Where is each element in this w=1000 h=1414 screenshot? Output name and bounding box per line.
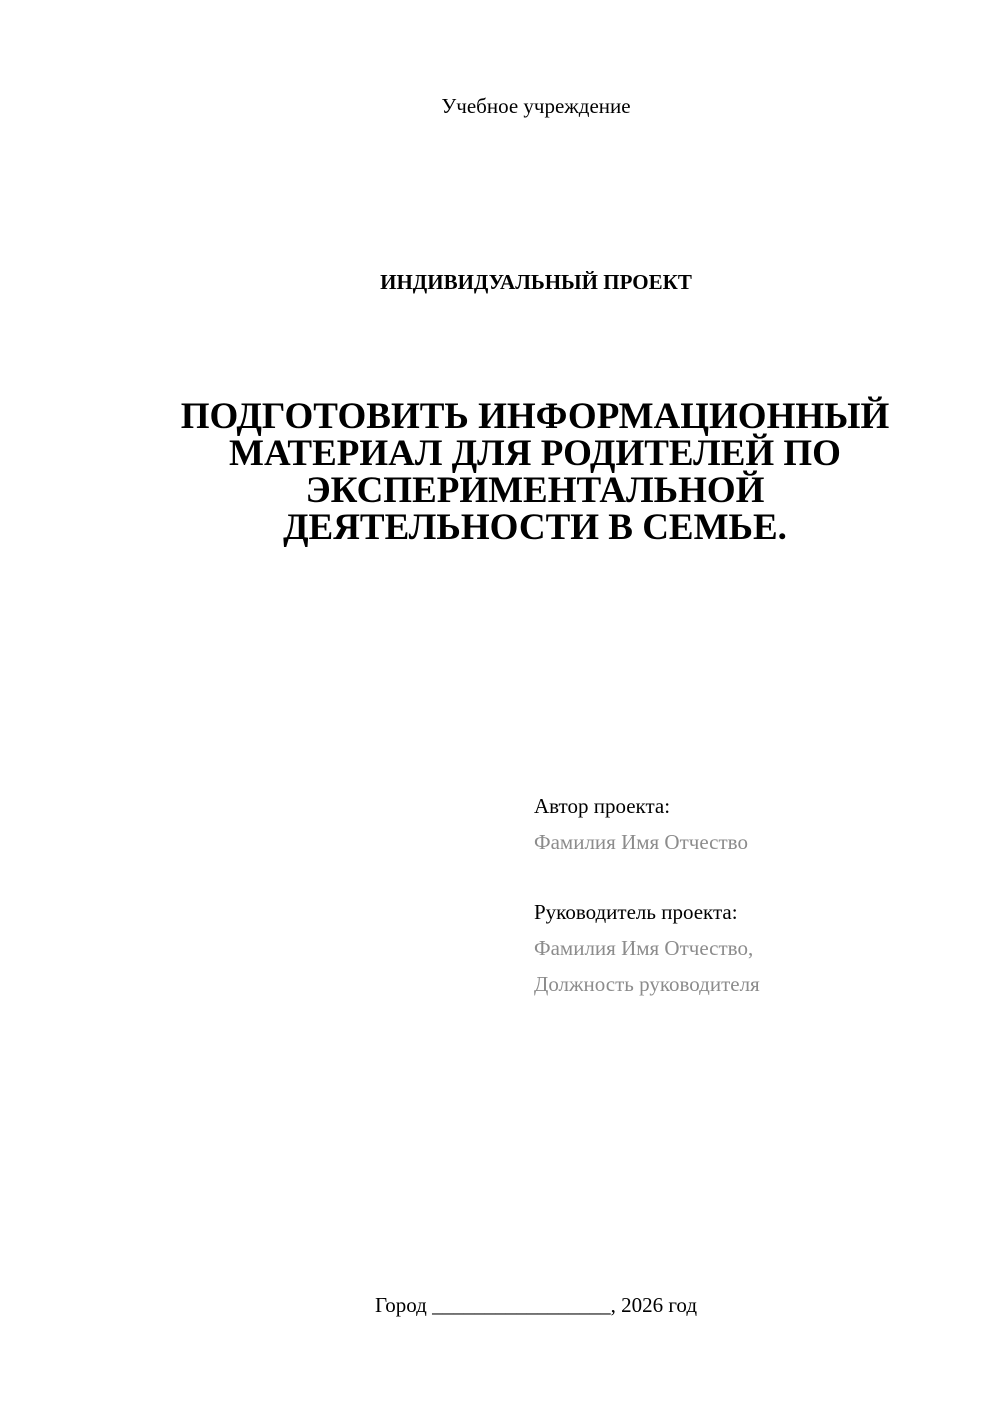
spacer <box>534 860 974 894</box>
author-label: Автор проекта: <box>534 794 671 818</box>
author-name-placeholder: Фамилия Имя Отчество <box>534 830 748 854</box>
project-title-line: ДЕЯТЕЛЬНОСТИ В СЕМЬЕ. <box>283 507 787 548</box>
institution-name: Учебное учреждение <box>441 94 631 118</box>
document-type-heading: ИНДИВИДУАЛЬНЫЙ ПРОЕКТ <box>380 270 692 294</box>
project-title-line: ЭКСПЕРИМЕНТАЛЬНОЙ <box>305 470 765 511</box>
project-title-line: МАТЕРИАЛ ДЛЯ РОДИТЕЛЕЙ ПО <box>229 433 841 474</box>
supervisor-label: Руководитель проекта: <box>534 900 738 924</box>
project-title-line: ПОДГОТОВИТЬ ИНФОРМАЦИОННЫЙ <box>180 396 890 437</box>
project-title <box>140 398 930 546</box>
project-people-block <box>534 788 974 1002</box>
supervisor-name-placeholder: Фамилия Имя Отчество, <box>534 936 754 960</box>
city-year-line: Город _________________, 2026 год <box>374 1293 698 1317</box>
supervisor-position-placeholder: Должность руководителя <box>534 972 760 996</box>
